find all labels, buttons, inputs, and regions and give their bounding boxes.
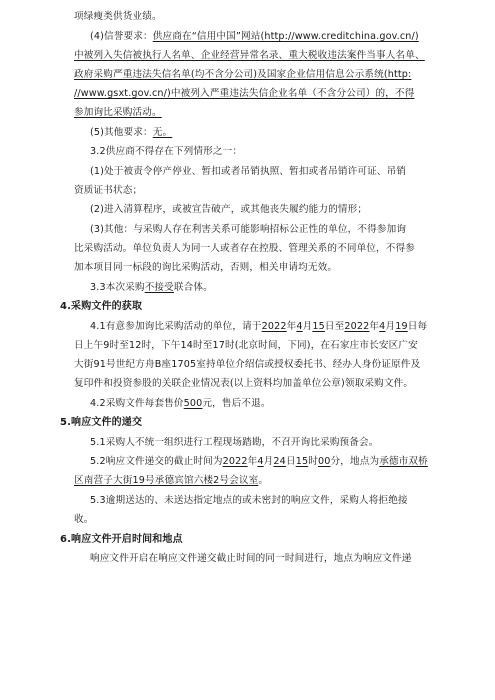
underlined-text: 参加询比采购活动。 — [74, 107, 162, 118]
text-line — [74, 184, 142, 198]
section-heading — [60, 300, 142, 314]
underlined-text: 区南营子大街19号承德宾馆六楼2号会议室 — [74, 475, 259, 486]
text-line — [74, 513, 94, 527]
text-run: 加本项目同一标段的询比采购活动，否则，相关申请均无效。 — [74, 262, 338, 273]
underlined-text: 4 — [257, 456, 264, 467]
underlined-text: 24 — [273, 456, 286, 467]
text-line — [74, 261, 337, 275]
text-run: (1)处于被责令停产停业、暂扣或者吊销执照、暂扣或者吊销许可证、吊销 — [90, 166, 407, 177]
text-run: 日至 — [324, 321, 345, 332]
text-line — [90, 397, 271, 411]
underlined-text: 500 — [183, 398, 203, 409]
underlined-text: 2022 — [344, 321, 370, 332]
underlined-text: 4 — [379, 321, 386, 332]
text-run: 联合体。 — [173, 282, 213, 293]
text-run: 时 — [308, 456, 318, 467]
underlined-text: 15 — [312, 321, 325, 332]
text-run: 6.响应文件开启时间和地点 — [60, 534, 183, 545]
text-line — [74, 339, 418, 353]
text-line — [90, 281, 213, 295]
section-heading — [60, 533, 183, 547]
text-line — [74, 87, 414, 101]
text-run: 5.2响应文件递交的截止时间为 — [90, 456, 223, 467]
text-line — [90, 436, 379, 450]
text-line — [90, 320, 427, 334]
text-run: 日 — [285, 456, 296, 467]
text-line — [90, 145, 242, 159]
text-run: 日上午9时至12时，下午14时至17时(北京时间，下同)，在石家庄市长安区广安 — [74, 340, 418, 351]
text-run: 4.2采购文件每套售价 — [90, 398, 184, 409]
text-line — [90, 552, 412, 566]
text-run: 月 — [263, 456, 274, 467]
text-line — [90, 203, 367, 217]
text-run: 大街91号世纪方舟B座1705室持单位介绍信或授权委托书、经办人身份证原件及 — [74, 359, 421, 370]
text-line — [90, 30, 419, 44]
text-run: 日每 — [407, 321, 428, 332]
text-run: 月 — [302, 321, 313, 332]
text-run: 分，地点为 — [330, 456, 380, 467]
underlined-text: //www.gsxt.gov.cn/)中被列入严重违法失信企业名单（不含分公司）的，不得 — [74, 88, 415, 99]
underlined-text: 不接受 — [144, 282, 174, 293]
text-run: (3)其他：与采购人存在利害关系可能影响招标公正性的单位，不得参加询 — [90, 224, 407, 235]
text-line — [74, 377, 413, 391]
underlined-text: 2022 — [222, 456, 248, 467]
text-run: 项绿瘦类供货业绩。 — [74, 11, 162, 22]
text-line — [74, 474, 268, 488]
text-run: 年 — [286, 321, 297, 332]
text-run: (2)进入清算程序，或被宣告破产，或其他丧失履约能力的情形； — [90, 204, 368, 215]
text-line — [74, 68, 411, 82]
text-run: 5.3逾期送达的、未送达指定地点的或未密封的响应文件，采购人将拒绝接 — [90, 495, 408, 506]
text-run: 响应文件开启在响应文件递交截止时间的同一时间进行，地点为响应文件递 — [90, 553, 412, 564]
underlined-text: 19 — [395, 321, 408, 332]
text-run: 5.响应文件的递交 — [60, 417, 143, 428]
text-line — [90, 455, 428, 469]
text-line — [90, 126, 172, 140]
text-run: 4.1有意参加询比采购活动的单位，请于 — [90, 321, 262, 332]
text-line — [74, 49, 425, 63]
underlined-text: 无。 — [152, 127, 173, 138]
text-run: 5.1采购人不统一组织进行工程现场踏勘，不召开询比采购预备会。 — [90, 437, 379, 448]
underlined-text: 供应商在“信用中国”网站(http://www.creditchina.gov.cn/) — [152, 31, 419, 42]
text-line — [90, 223, 406, 237]
underlined-text: 4 — [296, 321, 303, 332]
text-line — [74, 242, 415, 256]
text-run: 月 — [385, 321, 396, 332]
text-line — [74, 106, 162, 120]
text-run: 3.2供应商不得存在下列情形之一： — [90, 146, 243, 157]
text-line — [74, 10, 162, 24]
text-run: 4.采购文件的获取 — [60, 301, 143, 312]
underlined-text: 承德市双桥 — [379, 456, 428, 467]
text-run: (5)其他要求： — [90, 127, 153, 138]
text-run: 年 — [247, 456, 258, 467]
text-run: (4)信誉要求： — [90, 31, 153, 42]
underlined-text: 00 — [317, 456, 331, 467]
text-run: 年 — [369, 321, 380, 332]
underlined-text: 政府采购严重违法失信名单(均不含分公司)及国家企业信用信息公示系统(http: — [74, 69, 412, 80]
text-line — [90, 494, 408, 508]
text-line — [90, 165, 406, 179]
text-run: 元，售后不退。 — [202, 398, 271, 409]
section-heading — [60, 416, 142, 430]
text-run: 比采购活动。单位负责人为同一人或者存在控股、管理关系的不同单位，不得参 — [74, 243, 416, 254]
text-line — [74, 358, 420, 372]
text-run: 。 — [258, 475, 269, 486]
underlined-text: 15 — [295, 456, 309, 467]
text-run: 资质证书状态； — [74, 185, 143, 196]
text-run: 3.3本次采购 — [90, 282, 145, 293]
underlined-text: 中被列入失信被执行人名单、企业经营异常名录、重大税收违法案件当事人名单、 — [74, 50, 425, 61]
text-run: 收。 — [74, 514, 94, 525]
underlined-text: 2022 — [261, 321, 287, 332]
text-run: 复印件和投资参股的关联企业情况表(以上资料均加盖单位公章)领取采购文件。 — [74, 378, 414, 389]
